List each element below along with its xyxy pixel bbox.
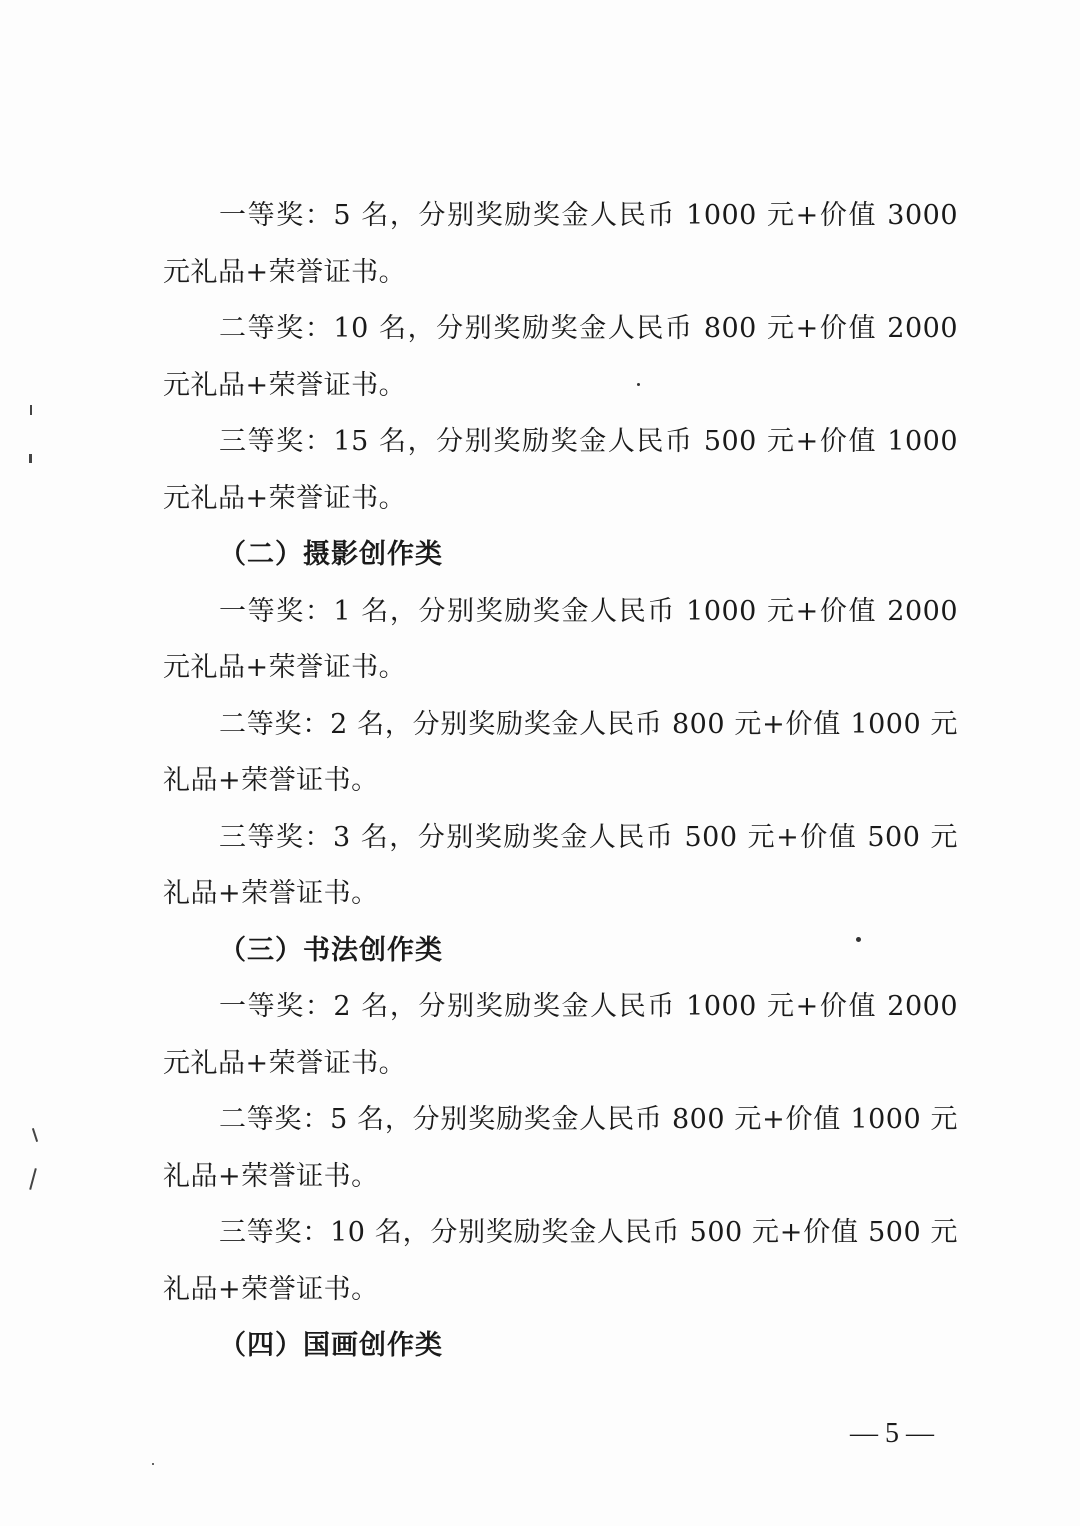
body-paragraph: 一等奖：1 名，分别奖励奖金人民币 1000 元+价值 2000 元礼品+荣誉证书。 (163, 595, 958, 683)
body-paragraph: 一等奖：2 名，分别奖励奖金人民币 1000 元+价值 2000 元礼品+荣誉证书。 (163, 991, 958, 1079)
scan-mark (32, 1128, 38, 1142)
scan-mark (29, 454, 32, 463)
section-heading: （二）摄影创作类 (219, 539, 443, 570)
body-paragraph: 三等奖：15 名，分别奖励奖金人民币 500 元+价值 1000 元礼品+荣誉证书。 (163, 426, 958, 514)
scan-mark (29, 1168, 37, 1190)
section-heading: （四）国画创作类 (219, 1330, 443, 1361)
scan-mark (30, 405, 32, 415)
document-body (163, 188, 958, 1375)
body-paragraph: 二等奖：5 名，分别奖励奖金人民币 800 元+价值 1000 元礼品+荣誉证书。 (163, 1104, 958, 1192)
section-heading: （三）书法创作类 (219, 934, 443, 966)
body-paragraph: 三等奖：3 名，分别奖励奖金人民币 500 元+价值 500 元礼品+荣誉证书。 (163, 821, 958, 909)
body-paragraph: 二等奖：10 名，分别奖励奖金人民币 800 元+价值 2000 元礼品+荣誉证书。 (163, 313, 958, 401)
scan-speck (152, 1463, 154, 1465)
page-number: — 5 — (850, 1418, 934, 1449)
body-paragraph: 三等奖：10 名，分别奖励奖金人民币 500 元+价值 500 元礼品+荣誉证书。 (163, 1217, 958, 1305)
body-paragraph: 二等奖：2 名，分别奖励奖金人民币 800 元+价值 1000 元礼品+荣誉证书。 (163, 708, 958, 796)
body-paragraph: 一等奖：5 名，分别奖励奖金人民币 1000 元+价值 3000 元礼品+荣誉证书。 (163, 200, 958, 288)
